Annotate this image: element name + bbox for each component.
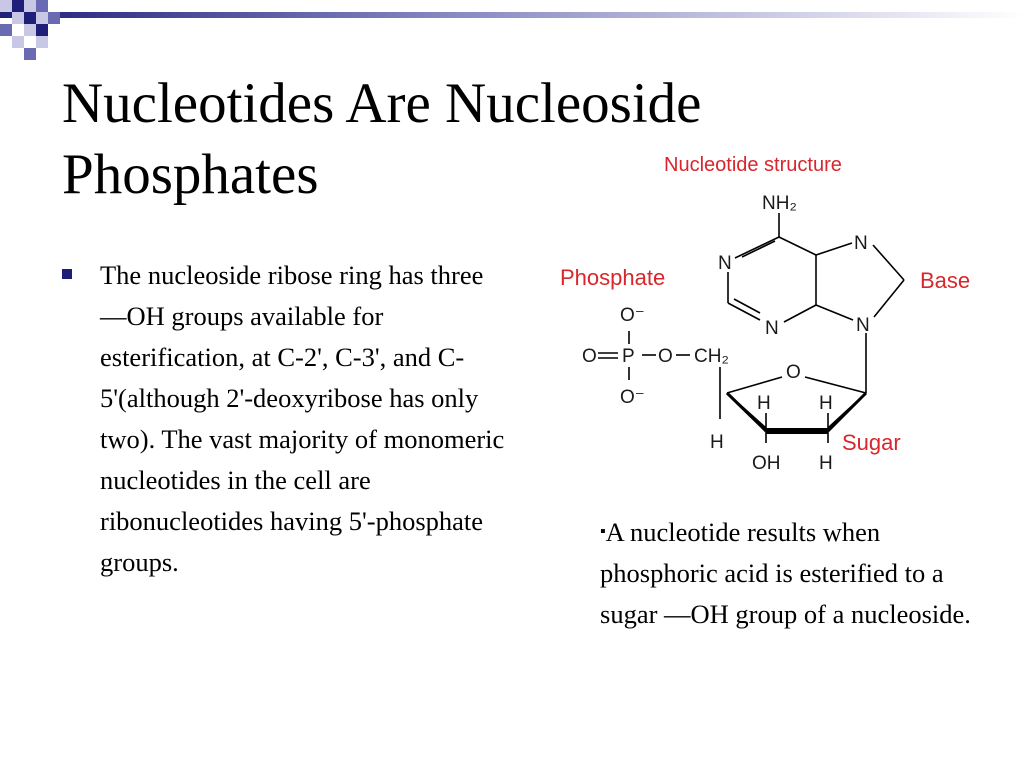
atom-p: P (622, 346, 635, 367)
sugar-label: Sugar (842, 430, 901, 455)
slide-title-line1: Nucleotides Are Nucleoside (62, 72, 702, 135)
bullet-square-icon (62, 269, 72, 279)
base-label: Base (920, 268, 971, 293)
atom-o-bridge: O (658, 346, 673, 367)
deco-square (24, 48, 36, 60)
list-item (62, 255, 512, 583)
atom-n1: N (718, 253, 732, 274)
corner-decoration (0, 0, 1024, 62)
note-text: A nucleotide results when phosphoric acid is esterified to a sugar —OH group of a nucleoside. (600, 517, 971, 629)
figure-heading: Nucleotide structure (664, 154, 842, 176)
atom-n3: N (765, 318, 779, 339)
deco-square (36, 24, 48, 36)
header-gradient-bar (0, 12, 1024, 18)
atom-h: H (757, 393, 771, 414)
atom-h: H (819, 393, 833, 414)
deco-square (48, 12, 60, 24)
atom-oh: OH (752, 453, 781, 474)
slide-title-line2: Phosphates (62, 143, 319, 206)
sugar-side-bond (828, 393, 866, 431)
atom-h: H (819, 453, 833, 474)
atom-ch2: CH₂ (694, 346, 729, 367)
deco-square (36, 0, 48, 12)
deco-square (24, 12, 36, 24)
deco-square (0, 0, 12, 12)
deco-square (24, 0, 36, 12)
bullet-text: The nucleoside ribose ring has three —OH groups available for esterification, at C-2', C-3', and C-5'(although 2'-deoxyribose has only two). The vast majority of monomeric nucleotides in the cell are ribonucleotides having 5'-phosphate groups. (100, 260, 505, 577)
atom-o-bottom: O⁻ (620, 387, 645, 408)
deco-square (36, 12, 48, 24)
deco-square (12, 36, 24, 48)
bullet-list (62, 255, 512, 583)
side-note (600, 511, 980, 635)
atom-o-ring: O (786, 362, 801, 383)
atom-o-top: O⁻ (620, 305, 645, 326)
phosphate-label: Phosphate (560, 265, 666, 290)
atom-o-left: O (582, 346, 597, 367)
nucleotide-structure-figure (552, 145, 986, 480)
deco-square (36, 36, 48, 48)
atom-n9: N (856, 315, 870, 336)
deco-square (24, 24, 36, 36)
atom-n7: N (854, 233, 868, 254)
atom-nh2: NH₂ (762, 193, 797, 214)
deco-square (12, 0, 24, 12)
atom-h: H (710, 432, 724, 453)
note-bullet-icon: ▪ (600, 523, 606, 540)
deco-square (12, 12, 24, 24)
deco-square (0, 24, 12, 36)
